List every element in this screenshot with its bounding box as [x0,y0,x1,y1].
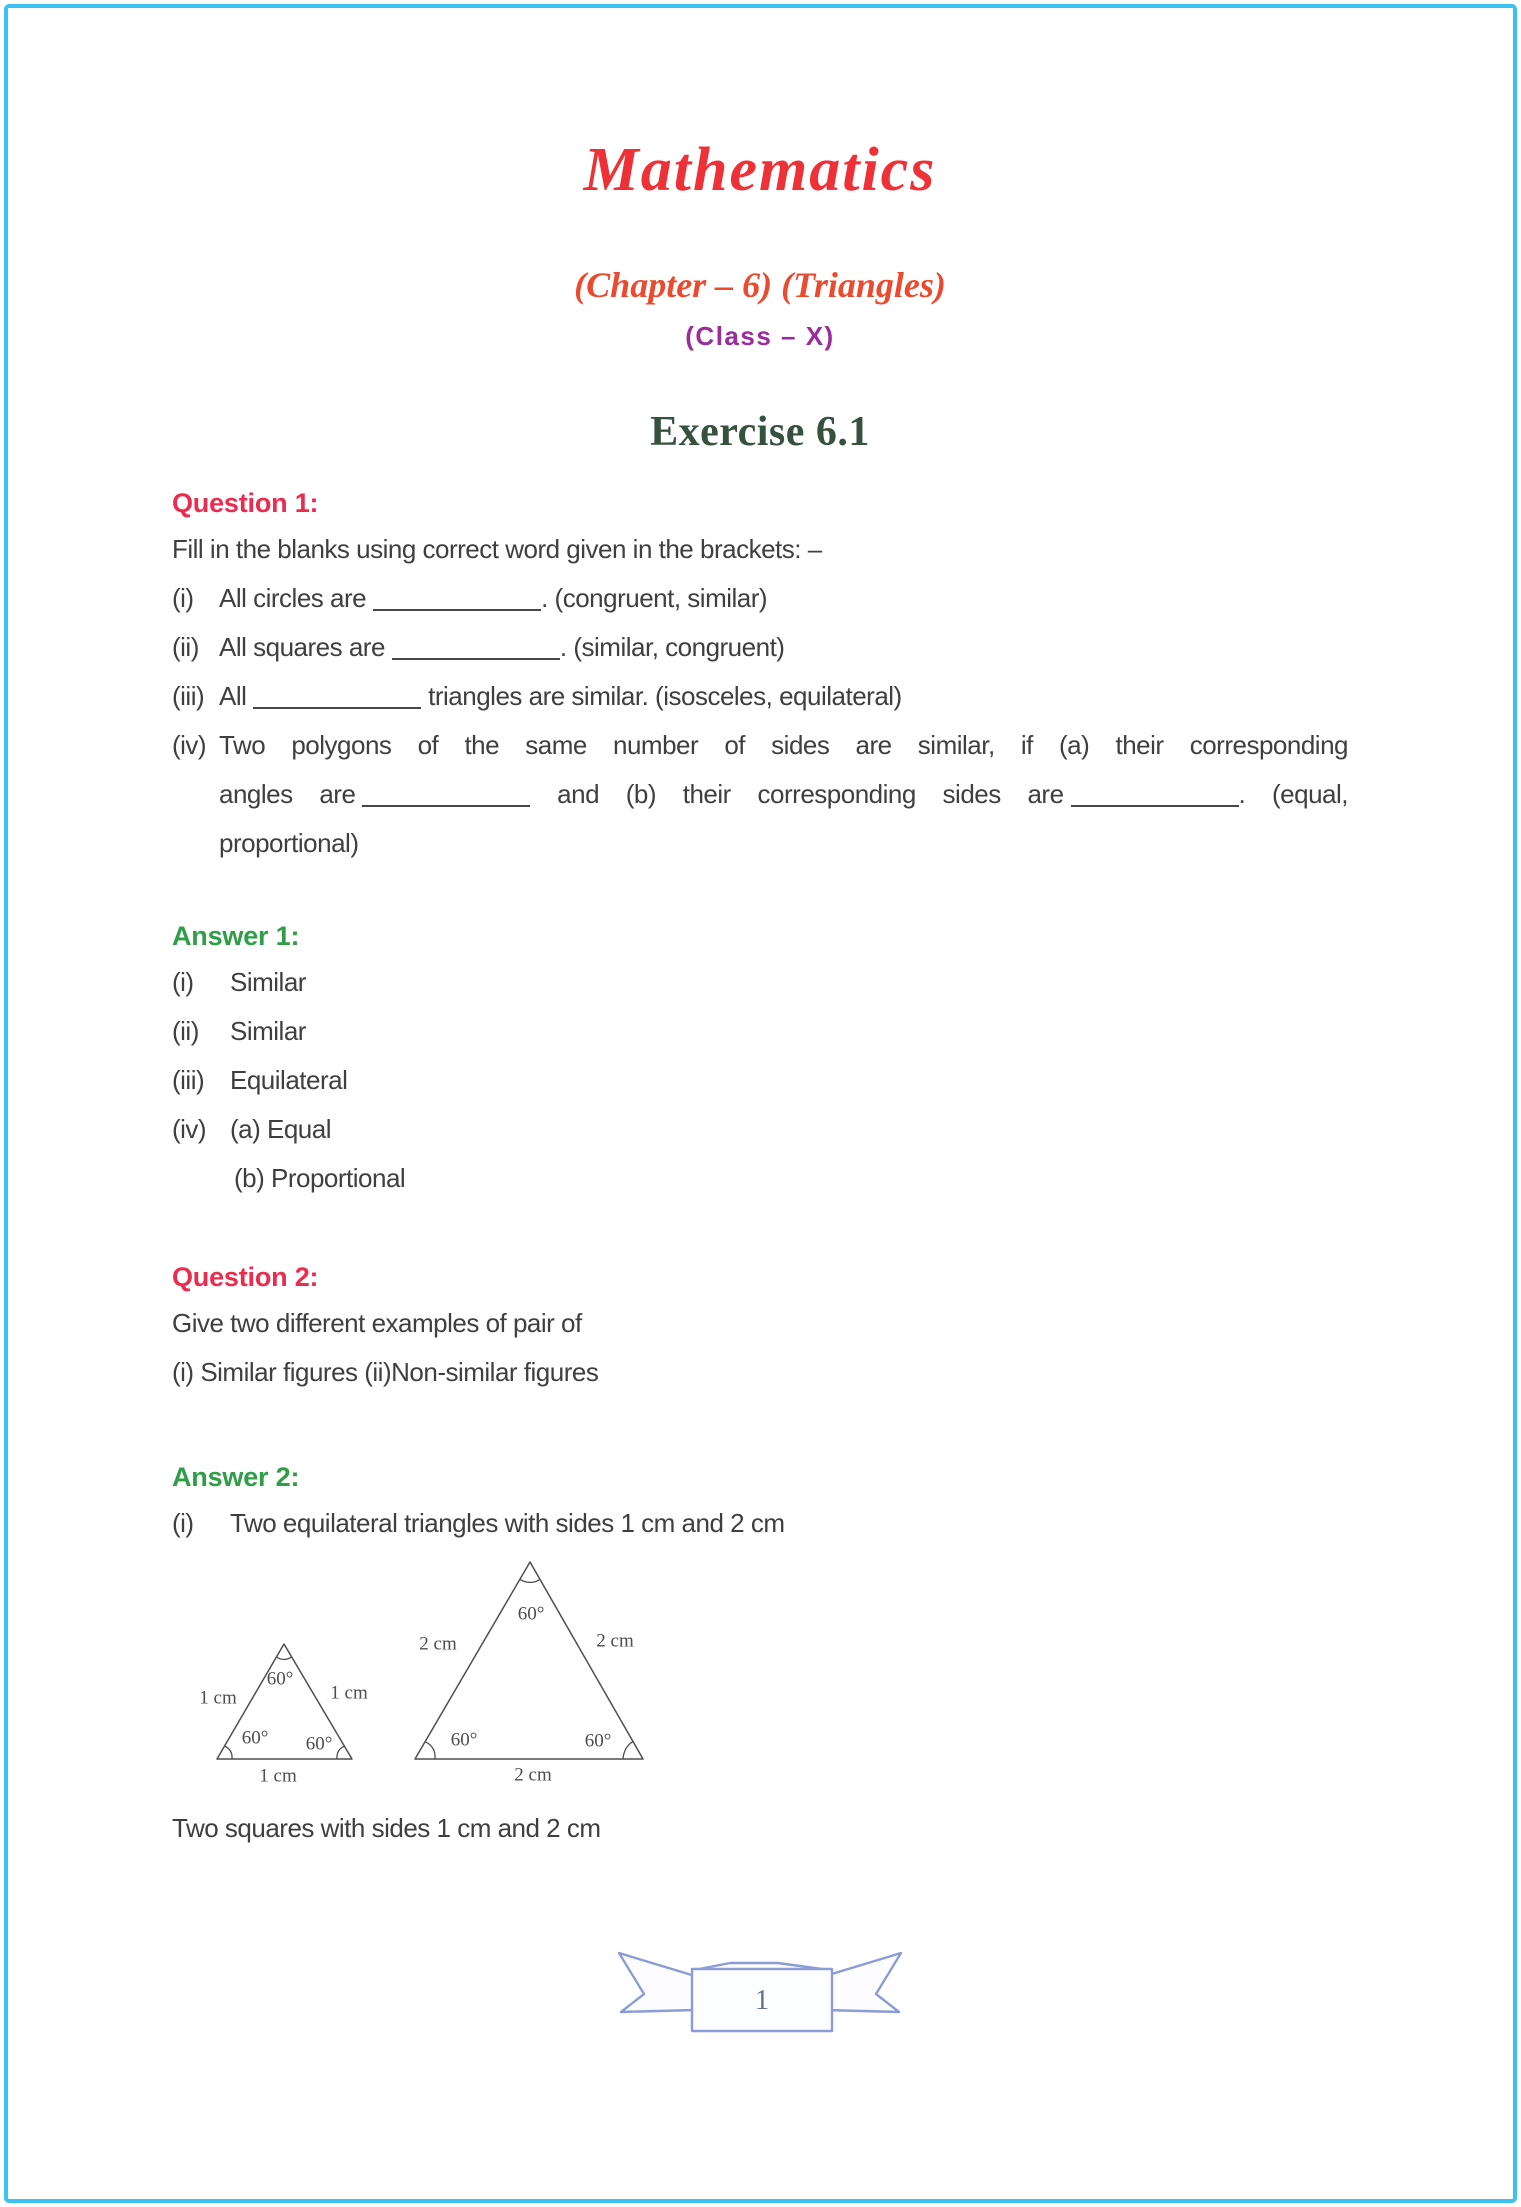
blank-line [392,638,560,660]
answer-2-item-i [172,1499,1348,1548]
item-text: All circles are [219,582,367,613]
small-triangle-top-angle-label: 60° [266,1668,294,1690]
ribbon-right-tail [825,1953,901,2012]
page-title: Mathematics [583,136,937,204]
question-2-line-1: Give two different examples of pair of [172,1307,582,1338]
item-marker: (i) [172,966,194,997]
item-text: Two polygons of the same number of sides are similar, if (a) their corresponding [219,729,1348,760]
item-text: (a) Equal [230,1113,331,1144]
item-text: (b) Proportional [234,1162,406,1193]
large-triangle-top-angle-label: 60° [517,1603,545,1625]
item-iv-line-1 [172,721,1348,770]
item-marker: (iii) [172,680,205,711]
item-text: Similar [230,1015,306,1046]
ribbon-banner [615,1948,905,2040]
item-text: and (b) their corresponding sides are [530,778,1064,809]
question-1-item-ii [172,623,1348,672]
blank-line [253,687,421,709]
item-text: proportional) [219,827,359,858]
blank-line [1071,785,1239,807]
answer-1-item-i [172,958,1348,1007]
item-text: All [219,680,247,711]
small-triangle-left-angle-arc [225,1746,233,1759]
item-text: Equilateral [230,1064,348,1095]
large-triangle-right-side-label: 2 cm [596,1630,634,1652]
page-number-ribbon [615,1948,905,2040]
triangles-figure [190,1549,670,1799]
large-triangle-bottom-left-angle-label: 60° [450,1729,478,1751]
item-marker: (iv) [172,729,207,760]
exercise-heading: Exercise 6.1 [650,408,870,455]
blank-line [373,589,541,611]
item-iv-line-2 [172,770,1348,819]
squares-note: Two squares with sides 1 cm and 2 cm [172,1812,601,1843]
item-marker: (iv) [172,1113,207,1144]
item-marker: (iii) [172,1064,205,1095]
item-marker: (ii) [172,631,199,662]
answer-1-item-iv-a [172,1105,1348,1154]
small-triangle-bottom-right-angle-label: 60° [305,1733,333,1755]
item-text: triangles are similar. (isosceles, equilateral) [421,680,902,711]
small-triangle-top-angle-arc [277,1657,292,1660]
small-triangle-bottom-side-label: 1 cm [259,1765,297,1787]
large-triangle-right-angle-arc [623,1742,633,1759]
item-marker: (i) [172,582,194,613]
question-1-item-iv [172,721,1348,868]
item-marker: (i) [172,1507,194,1538]
large-triangle-left-angle-arc [425,1742,435,1759]
large-triangle-top-angle-arc [520,1579,540,1582]
small-triangle-right-side-label: 1 cm [330,1682,368,1704]
item-marker: (ii) [172,1015,199,1046]
answer-1-item-iii [172,1056,1348,1105]
question-2-line-2: (i) Similar figures (ii)Non-similar figures [172,1356,599,1387]
large-triangle-bottom-side-label: 2 cm [514,1764,552,1786]
item-text: angles are [219,778,356,809]
item-text: . (equal, [1238,778,1348,809]
question-1-item-iii [172,672,1348,721]
item-text: . (similar, congruent) [559,631,785,662]
item-text: Similar [230,966,306,997]
item-text: Two equilateral triangles with sides 1 cm and 2 cm [230,1507,785,1538]
item-text: . (congruent, similar) [541,582,768,613]
question-1-item-i [172,574,1348,623]
ribbon-left-tail [619,1953,695,2012]
small-triangle-bottom-left-angle-label: 60° [241,1727,269,1749]
answer-1-item-iv-b [172,1154,1348,1203]
large-triangle-bottom-right-angle-label: 60° [584,1730,612,1752]
item-text: All squares are [219,631,385,662]
chapter-subtitle: (Chapter – 6) (Triangles) [574,265,946,306]
small-triangle-left-side-label: 1 cm [199,1687,237,1709]
small-triangle-right-angle-arc [337,1746,344,1759]
question-2-heading: Question 2: [172,1261,319,1292]
class-line: (Class – X) [685,321,835,352]
blank-line [362,785,530,807]
page-number: 1 [755,1984,769,2016]
page-content [172,0,1348,2040]
answer-1-item-ii [172,1007,1348,1056]
question-1-heading: Question 1: [172,487,319,518]
question-1-intro: Fill in the blanks using correct word given in the brackets: – [172,533,822,564]
item-iv-line-3 [172,819,1348,868]
answer-1-heading: Answer 1: [172,920,300,951]
large-triangle-left-side-label: 2 cm [419,1633,457,1655]
answer-2-heading: Answer 2: [172,1461,300,1492]
